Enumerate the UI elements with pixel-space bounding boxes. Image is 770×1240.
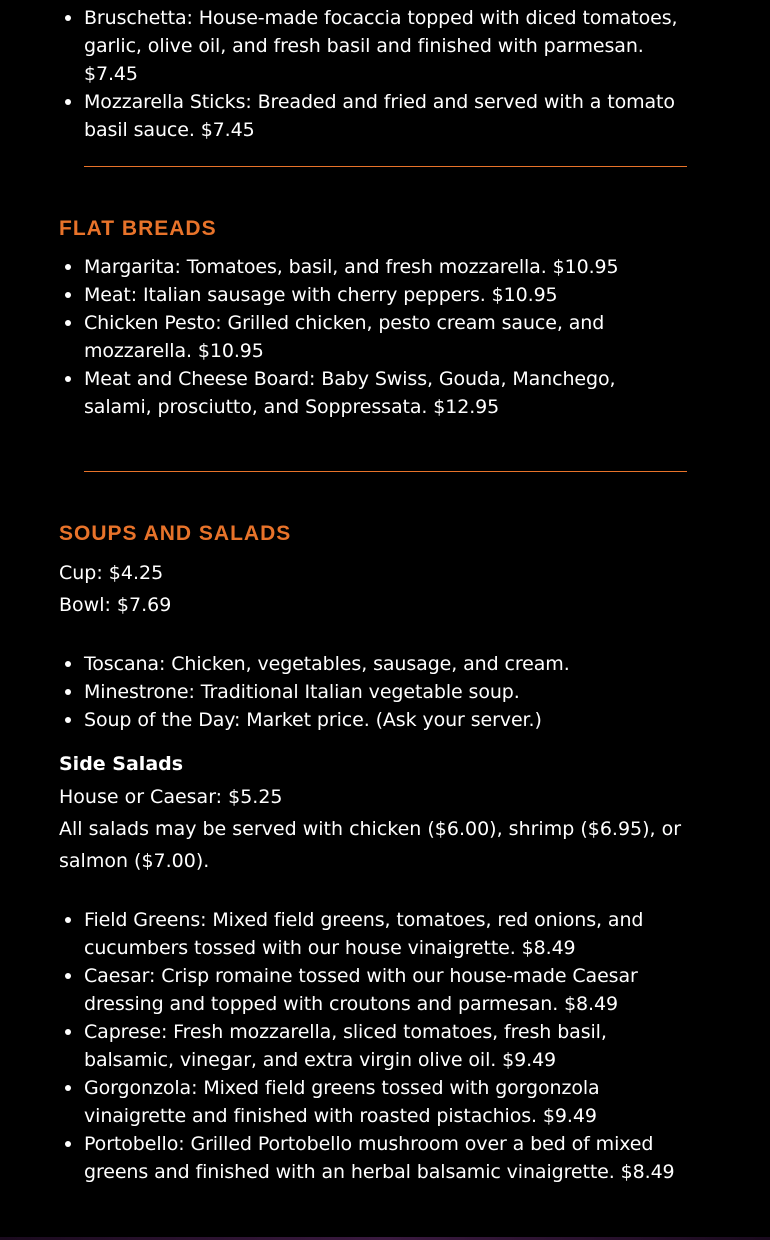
menu-item: Caesar: Crisp romaine tossed with our house-made Caesar dressing and topped with croutons and parmesan. $8.49: [84, 962, 684, 1018]
house-caesar-price: House or Caesar: $5.25: [59, 786, 283, 808]
menu-item: Soup of the Day: Market price. (Ask your server.): [84, 706, 684, 734]
flat-breads-list: [0, 253, 684, 421]
menu-item: Minestrone: Traditional Italian vegetable soup.: [84, 678, 684, 706]
side-salads-heading: Side Salads: [59, 753, 184, 775]
appetizers-list: [0, 4, 684, 144]
menu-item: Toscana: Chicken, vegetables, sausage, and cream.: [84, 650, 684, 678]
appetizers-list-block: [0, 4, 684, 144]
menu-item: Meat: Italian sausage with cherry peppers. $10.95: [84, 281, 684, 309]
menu-item: Margarita: Tomatoes, basil, and fresh mozzarella. $10.95: [84, 253, 684, 281]
section-divider: [84, 166, 687, 167]
salads-list: [0, 906, 684, 1186]
section-title-flat-breads: FLAT BREADS: [59, 217, 217, 240]
soups-list: [0, 650, 684, 734]
soup-cup-price: Cup: $4.25: [59, 562, 164, 584]
soups-list-block: [0, 650, 684, 734]
menu-item: Gorgonzola: Mixed field greens tossed with gorgonzola vinaigrette and finished with roasted pistachios. $9.49: [84, 1074, 684, 1130]
menu-item: Chicken Pesto: Grilled chicken, pesto cream sauce, and mozzarella. $10.95: [84, 309, 684, 365]
section-divider: [84, 471, 687, 472]
flat-breads-list-block: [0, 253, 684, 421]
menu-item: Meat and Cheese Board: Baby Swiss, Gouda, Manchego, salami, prosciutto, and Soppressata. $12.95: [84, 365, 684, 421]
menu-item: Bruschetta: House-made focaccia topped with diced tomatoes, garlic, olive oil, and fresh basil and finished with parmesan. $7.45: [84, 4, 684, 88]
soup-bowl-price: Bowl: $7.69: [59, 594, 172, 616]
menu-item: Caprese: Fresh mozzarella, sliced tomatoes, fresh basil, balsamic, vinegar, and extra virgin olive oil. $9.49: [84, 1018, 684, 1074]
salad-addons-note: All salads may be served with chicken ($6.00), shrimp ($6.95), or salmon ($7.00).: [59, 818, 682, 872]
section-title-soups-and-salads: SOUPS AND SALADS: [59, 522, 292, 545]
menu-item: Mozzarella Sticks: Breaded and fried and served with a tomato basil sauce. $7.45: [84, 88, 684, 144]
menu-item: Field Greens: Mixed field greens, tomatoes, red onions, and cucumbers tossed with our house vinaigrette. $8.49: [84, 906, 684, 962]
salads-list-block: [0, 906, 684, 1186]
menu-item: Portobello: Grilled Portobello mushroom over a bed of mixed greens and finished with an herbal balsamic vinaigrette. $8.49: [84, 1130, 684, 1186]
